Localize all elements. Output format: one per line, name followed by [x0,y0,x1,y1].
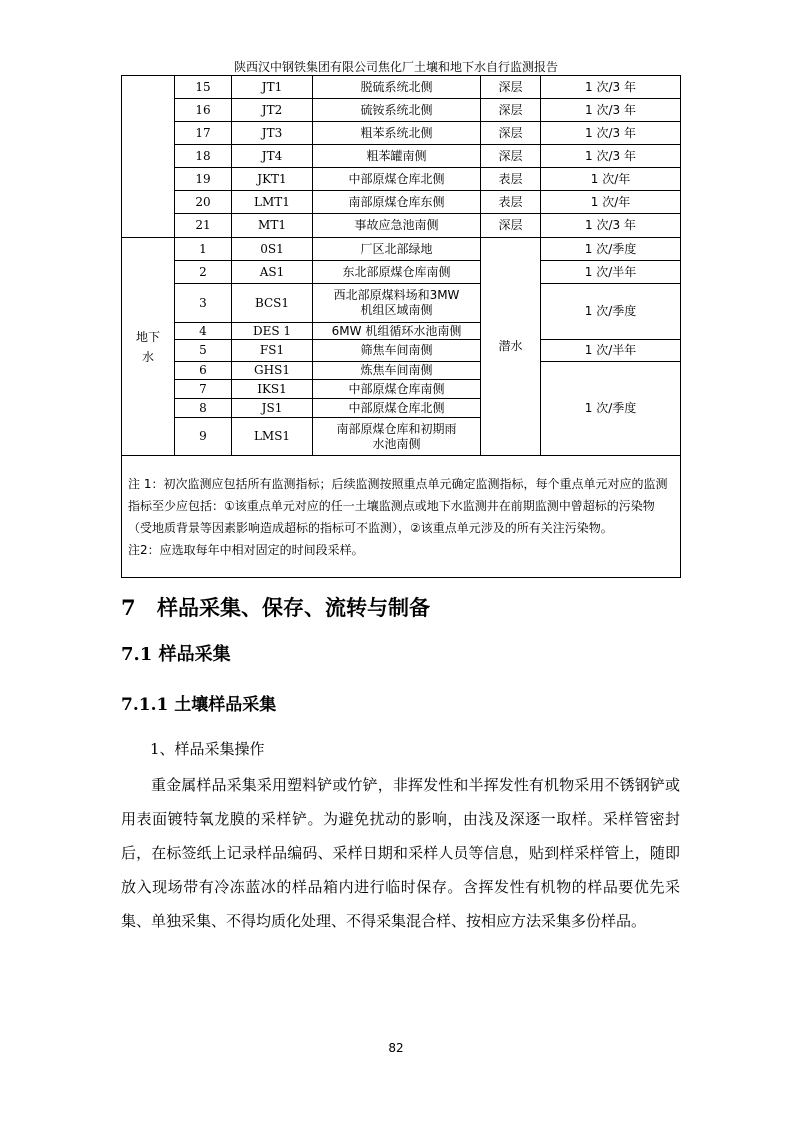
point-location: 筛焦车间南侧 [313,340,481,362]
notes-row [122,456,681,578]
row-number: 4 [175,323,232,340]
monitoring-table [121,75,681,578]
subsubsection-heading: 7.1.1 土壤样品采集 [121,695,277,715]
point-code: JT3 [232,122,313,145]
location-line: 西北部原煤料场和3MW [333,288,460,302]
row-number: 1 [175,238,232,261]
sample-layer: 深层 [481,145,541,168]
category-cell-soil [122,76,175,238]
point-location [313,284,481,323]
row-number: 17 [175,122,232,145]
row-number: 15 [175,76,232,99]
point-location [313,418,481,456]
note-2: 注2：应选取每年中相对固定的时间段采样。 [128,542,364,557]
point-location: 6MW 机组循环水池南侧 [313,323,481,340]
table-row [122,238,681,261]
row-number: 20 [175,191,232,214]
frequency: 1 次/3 年 [541,214,681,238]
page-number: 82 [388,1041,404,1055]
table-row [122,168,681,191]
row-number: 21 [175,214,232,238]
frequency: 1 次/季度 [541,284,681,340]
location-line: 南部原煤仓库和初期雨 [336,421,457,436]
row-number: 16 [175,99,232,122]
location-line: 机组区域南侧 [360,303,433,317]
category-cell-groundwater [122,238,175,456]
point-code: FS1 [232,340,313,362]
point-code: JT2 [232,99,313,122]
row-number: 3 [175,284,232,323]
frequency: 1 次/半年 [541,340,681,362]
row-number: 6 [175,362,232,380]
table-row [122,340,681,362]
subsection-heading: 7.1 样品采集 [121,644,231,665]
point-code: JT1 [232,76,313,99]
category-label: 地下水 [135,329,160,364]
point-location: 厂区北部绿地 [313,238,481,261]
point-code: GHS1 [232,362,313,380]
row-number: 9 [175,418,232,456]
row-number: 7 [175,380,232,399]
step-heading: 1、样品采集操作 [150,740,265,758]
table-row [122,362,681,380]
point-location: 粗苯罐南侧 [313,145,481,168]
frequency: 1 次/季度 [541,362,681,456]
point-code: DES 1 [232,323,313,340]
point-location: 硫铵系统北侧 [313,99,481,122]
point-code: LMT1 [232,191,313,214]
sample-layer: 深层 [481,122,541,145]
point-code: MT1 [232,214,313,238]
point-location: 中部原煤仓库北侧 [313,168,481,191]
note-1: 注 1：初次监测应包括所有监测指标；后续监测按照重点单元确定监测指标，每个重点单元对应的监测指标至少应包括：①该重点单元对应的任一土壤监测点或地下水监测井在前期监测中曾超标的污染物（受地质背景等因素影响造成超标的指标可不监测），②该重点单元涉及的所有关注污染物。 [128,476,668,535]
row-number: 5 [175,340,232,362]
point-location: 东北部原煤仓库南侧 [313,261,481,284]
frequency: 1 次/年 [541,191,681,214]
point-code: JKT1 [232,168,313,191]
frequency: 1 次/3 年 [541,145,681,168]
sample-layer: 表层 [481,168,541,191]
table-row [122,284,681,323]
point-location: 事故应急池南侧 [313,214,481,238]
table-row [122,261,681,284]
point-location: 中部原煤仓库南侧 [313,380,481,399]
point-code: IKS1 [232,380,313,399]
section-number: 7 [121,595,136,620]
frequency: 1 次/3 年 [541,99,681,122]
table-row [122,99,681,122]
point-code: AS1 [232,261,313,284]
point-code: BCS1 [232,284,313,323]
point-location: 南部原煤仓库东侧 [313,191,481,214]
point-code: JT4 [232,145,313,168]
frequency: 1 次/季度 [541,238,681,261]
table-row [122,214,681,238]
sample-layer: 表层 [481,191,541,214]
section-title: 样品采集、保存、流转与制备 [157,595,430,620]
point-location: 脱硫系统北侧 [313,76,481,99]
frequency: 1 次/半年 [541,261,681,284]
row-number: 2 [175,261,232,284]
body-paragraph: 重金属样品采集采用塑料铲或竹铲，非挥发性和半挥发性有机物采用不锈钢铲或用表面镀特氧龙膜的采样铲。为避免扰动的影响，由浅及深逐一取样。采样管密封后，在标签纸上记录样品编码、采样日期和采样人员等信息，贴到样采样管上，随即放入现场带有冷冻蓝冰的样品箱内进行临时保存。含挥发性有机物的样品要优先采集、单独采集、不得均质化处理、不得采集混合样、按相应方法采集多份样品。 [121,776,680,930]
point-location: 炼焦车间南侧 [313,362,481,380]
row-number: 8 [175,399,232,418]
frequency: 1 次/3 年 [541,76,681,99]
row-number: 19 [175,168,232,191]
point-code: LMS1 [232,418,313,456]
sample-layer: 深层 [481,99,541,122]
page-header: 陕西汉中钢铁集团有限公司焦化厂土壤和地下水自行监测报告 [233,60,558,74]
frequency: 1 次/3 年 [541,122,681,145]
row-number: 18 [175,145,232,168]
frequency: 1 次/年 [541,168,681,191]
section-heading [121,592,430,622]
point-code: JS1 [232,399,313,418]
table-row [122,191,681,214]
table-row [122,76,681,99]
point-location: 中部原煤仓库北侧 [313,399,481,418]
table-row [122,145,681,168]
sample-layer: 深层 [481,76,541,99]
location-line: 水池南侧 [372,436,421,451]
table-notes [122,456,681,578]
point-code: 0S1 [232,238,313,261]
table-row [122,122,681,145]
sample-layer: 深层 [481,214,541,238]
point-location: 粗苯系统北侧 [313,122,481,145]
sample-layer: 潜水 [481,238,541,456]
